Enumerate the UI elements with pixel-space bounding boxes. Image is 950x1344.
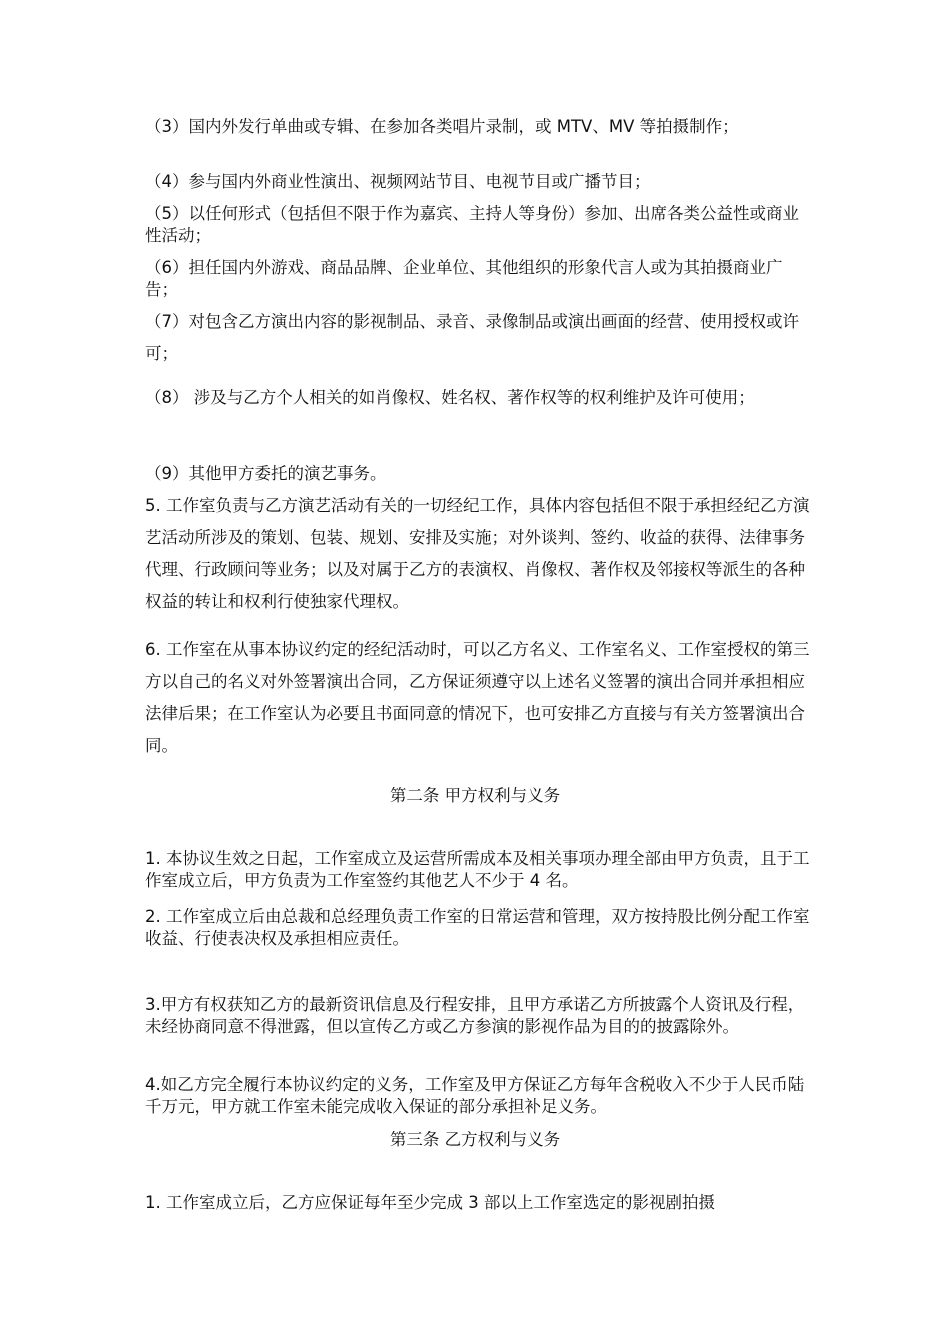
clause-5: 5. 工作室负责与乙方演艺活动有关的一切经纪工作，具体内容包括但不限于承担经纪乙方演艺活动所涉及的策划、包装、规划、安排及实施；对外谈判、签约、收益的获得、法律事务代理、行政顾问等业务；以及对属于乙方的表演权、肖像权、著作权及邻接权等派生的各种权益的转让和权利行使独家代理权。 <box>145 496 810 611</box>
clause-item-6: （6）担任国内外游戏、商品品牌、企业单位、其他组织的形象代言人或为其拍摄商业广告； <box>145 258 783 299</box>
section-2-clause-4: 4.如乙方完全履行本协议约定的义务，工作室及甲方保证乙方每年含税收入不少于人民币陆千万元，甲方就工作室未能完成收入保证的部分承担补足义务。 <box>145 1075 805 1116</box>
clause-item-8: （8） 涉及与乙方个人相关的如肖像权、姓名权、著作权等的权利维护及许可使用； <box>145 388 755 407</box>
section-2-title: 第二条 甲方权利与义务 <box>389 786 561 805</box>
section-2-clause-3: 3.甲方有权获知乙方的最新资讯信息及行程安排，且甲方承诺乙方所披露个人资讯及行程，未经协商同意不得泄露，但以宣传乙方或乙方参演的影视作品为目的的披露除外。 <box>145 995 805 1036</box>
clause-item-9: （9）其他甲方委托的演艺事务。 <box>145 464 387 483</box>
section-3-title: 第三条 乙方权利与义务 <box>389 1130 561 1149</box>
section-3-clause-1: 1. 工作室成立后，乙方应保证每年至少完成 3 部以上工作室选定的影视剧拍摄 <box>145 1193 715 1212</box>
clause-item-3-serif: 国内外 <box>188 117 238 136</box>
clause-item-5: （5）以任何形式（包括但不限于作为嘉宾、主持人等身份）参加、出席各类公益性或商业性活动； <box>145 204 799 245</box>
clause-item-3-prefix: （3） <box>145 117 189 136</box>
clause-6: 6. 工作室在从事本协议约定的经纪活动时，可以乙方名义、工作室名义、工作室授权的第三方以自己的名义对外签署演出合同，乙方保证须遵守以上述名义签署的演出合同并承担相应法律后果；在工作室认为必要且书面同意的情况下，也可安排乙方直接与有关方签署演出合同。 <box>145 640 810 755</box>
clause-item-7: （7）对包含乙方演出内容的影视制品、录音、录像制品或演出画面的经营、使用授权或许可； <box>145 312 799 363</box>
clause-item-3-text: 发行单曲或专辑、在参加各类唱片录制，或 MTV、MV 等拍摄制作； <box>238 117 739 136</box>
clause-item-4: （4）参与国内外商业性演出、视频网站节目、电视节目或广播节目； <box>145 172 651 191</box>
section-2-clause-2: 2. 工作室成立后由总裁和总经理负责工作室的日常运营和管理，双方按持股比例分配工作室收益、行使表决权及承担相应责任。 <box>145 907 810 948</box>
clause-item-3 <box>145 116 810 138</box>
section-2-clause-1: 1. 本协议生效之日起，工作室成立及运营所需成本及相关事项办理全部由甲方负责，且于工作室成立后，甲方负责为工作室签约其他艺人不少于 4 名。 <box>145 849 810 890</box>
